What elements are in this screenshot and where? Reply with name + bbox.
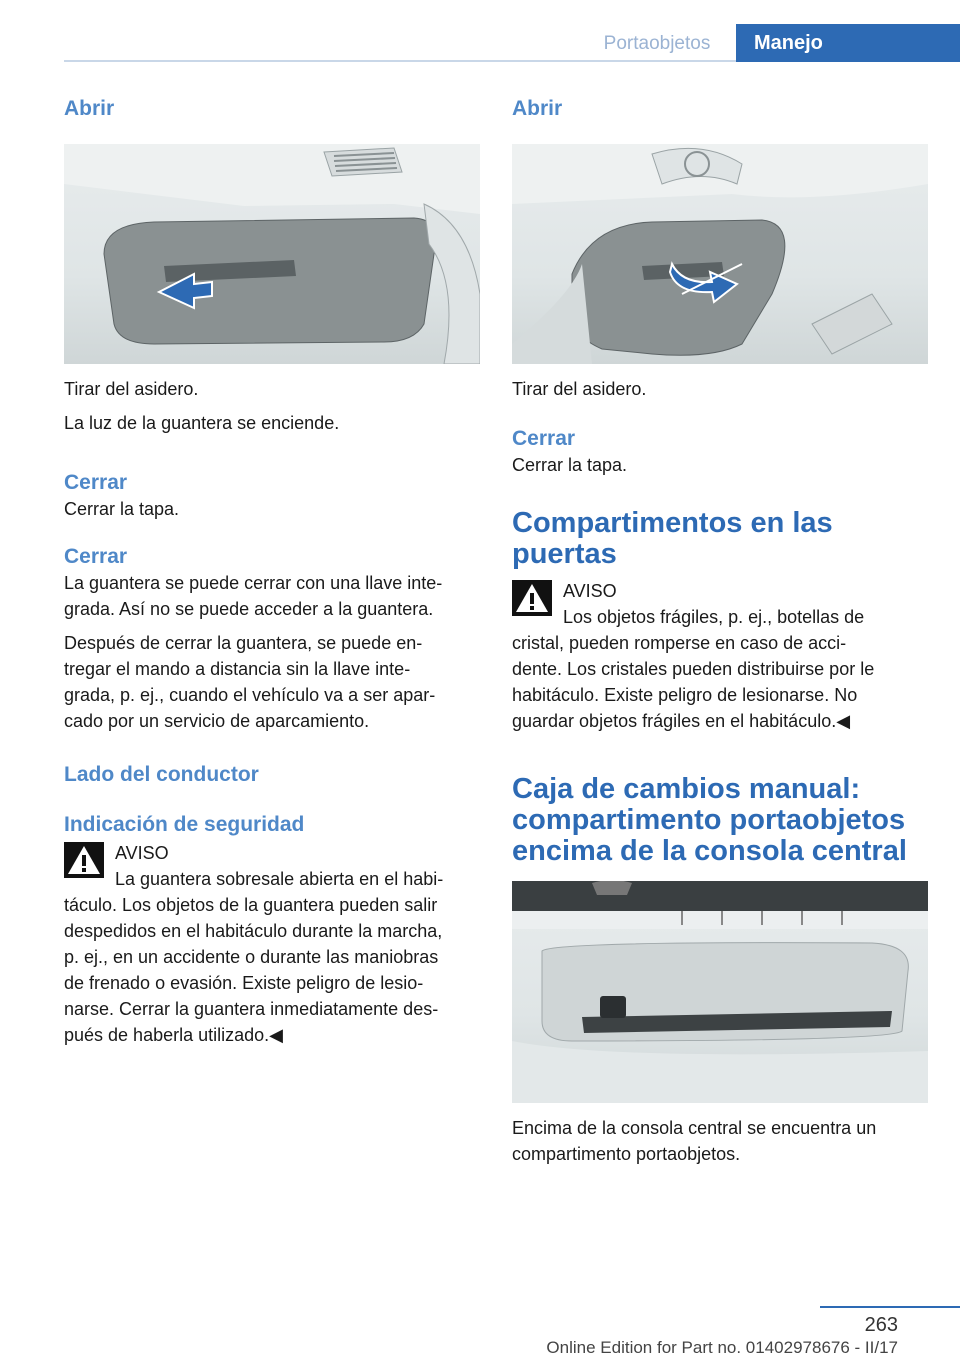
left-aviso-line: narse. Cerrar la guantera inmediatamente des‐ [64, 999, 439, 1019]
right-caja-cambios-heading [512, 774, 930, 867]
center-console-storage-figure [512, 881, 928, 1103]
left-aviso-line: La guantera sobresale abierta en el habi‐ [115, 869, 444, 889]
left-abrir-text-1: Tirar del asidero. [64, 379, 199, 399]
right-aviso-label: AVISO [563, 581, 617, 601]
right-aviso-line: Los objetos frágiles, p. ej., botellas de [563, 607, 865, 627]
left-column [64, 96, 484, 1048]
heading-line: puertas [512, 538, 617, 570]
left-abrir-text-2: La luz de la guantera se enciende. [64, 413, 340, 433]
right-aviso-line: cristal, pueden romperse en caso de acci‐ [512, 633, 847, 653]
left-aviso-line: de frenado o evasión. Existe peligro de lesio‐ [64, 973, 424, 993]
right-cerrar-text: Cerrar la tapa. [512, 455, 628, 475]
right-caja-text-line: compartimento portaobjetos. [512, 1144, 741, 1164]
left-cerrar2-line: grada, p. ej., cuando el vehículo va a ser apar‐ [64, 685, 436, 705]
left-aviso-label: AVISO [115, 843, 169, 863]
heading-line: Compartimentos en las [512, 507, 833, 539]
footer-rule [820, 1306, 960, 1308]
left-cerrar2-line: tregar el mando a distancia sin la llave inte‐ [64, 659, 411, 679]
right-cerrar-heading: Cerrar [512, 427, 576, 450]
left-cerrar-heading-1: Cerrar [64, 471, 128, 494]
warning-icon [64, 842, 104, 878]
right-caja-text-line: Encima de la consola central se encuentra un [512, 1118, 877, 1138]
left-aviso-line: táculo. Los objetos de la guantera pueden salir [64, 895, 438, 915]
right-aviso-line: habitáculo. Existe peligro de lesionarse. No [512, 685, 858, 705]
right-column [512, 96, 930, 1167]
warning-icon [512, 580, 552, 616]
heading-line: Caja de cambios manual: [512, 773, 861, 805]
page-number: 263 [864, 1314, 898, 1336]
header-chapter-tab[interactable]: Manejo [736, 24, 960, 62]
glovebox-open-passenger-figure [64, 144, 480, 364]
glovebox-open-driver-figure [512, 144, 928, 364]
left-aviso-line: pués de haberla utilizado.◀ [64, 1025, 283, 1045]
left-cerrar2-line: cado por un servicio de aparcamiento. [64, 711, 370, 731]
right-abrir-text: Tirar del asidero. [512, 379, 647, 399]
left-cerrar-heading-2: Cerrar [64, 545, 128, 568]
left-aviso-line: p. ej., en un accidente o durante las maniobras [64, 947, 439, 967]
left-cerrar-text-1: Cerrar la tapa. [64, 499, 180, 519]
right-aviso-line: guardar objetos frágiles en el habitáculo.◀ [512, 711, 851, 731]
header-section-tab[interactable]: Portaobjetos [603, 33, 711, 54]
right-warning-block [512, 578, 930, 734]
right-abrir-heading: Abrir [512, 97, 563, 120]
right-aviso-line: dente. Los cristales pueden distribuirse por le [512, 659, 875, 679]
left-cerrar2-line: Después de cerrar la guantera, se puede en‐ [64, 633, 423, 653]
left-warning-block [64, 840, 484, 1048]
left-abrir-heading: Abrir [64, 97, 115, 120]
left-lado-conductor-heading: Lado del conductor [64, 763, 259, 786]
left-cerrar2-line: grada. Así no se puede acceder a la guantera. [64, 599, 434, 619]
left-cerrar2-line: La guantera se puede cerrar con una llave inte‐ [64, 573, 443, 593]
footer-edition: Online Edition for Part no. 01402978676 - II/17 [546, 1338, 898, 1357]
heading-line: compartimento portaobjetos [512, 804, 906, 836]
right-compartimentos-heading [512, 508, 930, 570]
left-seguridad-heading: Indicación de seguridad [64, 813, 305, 836]
left-aviso-line: despedidos en el habitáculo durante la marcha, [64, 921, 443, 941]
heading-line: encima de la consola central [512, 835, 907, 867]
